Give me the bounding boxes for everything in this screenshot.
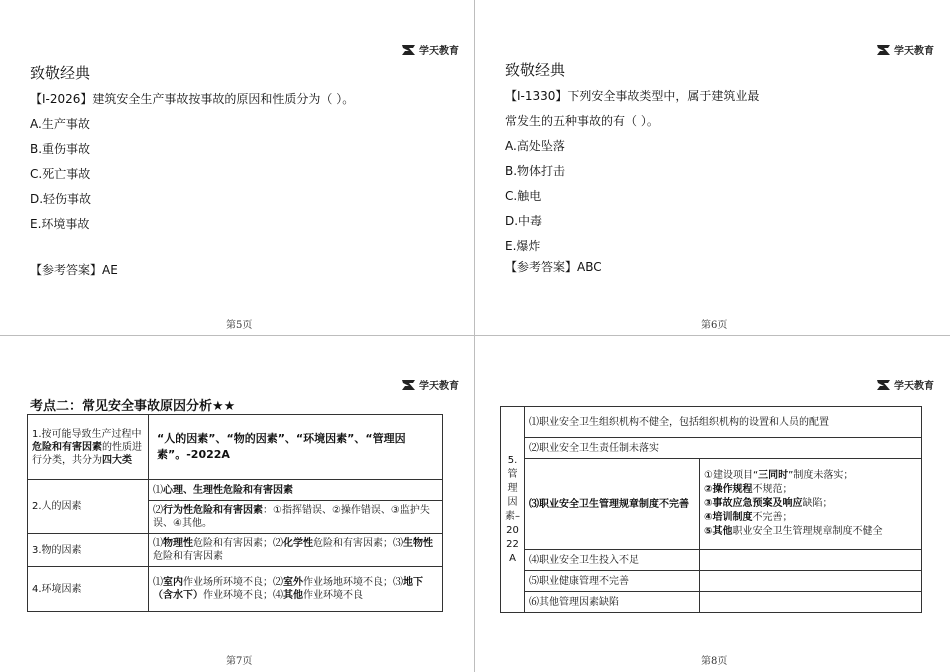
option-d: D.轻伤事故 (30, 192, 92, 206)
table-row (501, 407, 922, 438)
table-row (28, 480, 443, 501)
option-a: A.高处坠落 (505, 139, 565, 153)
row-content: ⑵职业安全卫生责任制未落实 (525, 438, 922, 459)
row-content: ⑹其他管理因素缺陷 (525, 592, 700, 613)
empty-cell (700, 550, 922, 571)
page-divider-horizontal (0, 335, 950, 336)
row-label: 2.人的因素 (28, 480, 149, 534)
option-e: E.环境事故 (30, 217, 90, 231)
brand-logo-icon (402, 380, 416, 390)
brand-name: 学天教育 (419, 46, 459, 57)
brand-logo-icon (402, 45, 416, 55)
row-content: ⑴室内作业场所环境不良；⑵室外作业场地环境不良；⑶地下（含水下）作业环境不良；⑷其他作业环境不良 (149, 567, 443, 612)
page-title: 致敬经典 (505, 61, 566, 79)
table-row (501, 438, 922, 459)
page-number: 第8页 (701, 656, 728, 667)
row-content: ⑴心理、生理性危险和有害因素 (149, 480, 443, 501)
row-label: 4.环境因素 (28, 567, 149, 612)
page-title: 致敬经典 (30, 64, 91, 82)
empty-cell (700, 571, 922, 592)
answer-text: 【参考答案】AE (30, 263, 118, 277)
accident-cause-table (27, 414, 443, 612)
brand-name: 学天教育 (894, 381, 934, 392)
option-a: A.生产事故 (30, 117, 90, 131)
section-heading: 考点二：常见安全事故原因分析★★ (30, 399, 236, 414)
brand-logo (877, 42, 934, 57)
brand-logo (402, 377, 459, 392)
option-c: C.死亡事故 (30, 167, 91, 181)
table-row (28, 534, 443, 567)
slide-page-6 (475, 0, 949, 335)
answer-text: 【参考答案】ABC (505, 260, 602, 274)
option-b: B.重伤事故 (30, 142, 91, 156)
page-divider-vertical (474, 0, 475, 672)
brand-logo-icon (877, 45, 891, 55)
brand-logo (402, 42, 459, 57)
question-text-line2: 常发生的五种事故的有（ ）。 (505, 114, 659, 128)
option-d: D.中毒 (505, 214, 543, 228)
brand-name: 学天教育 (894, 46, 934, 57)
slide-page-5 (0, 0, 474, 335)
brand-name: 学天教育 (419, 381, 459, 392)
question-text: 【Ⅰ-2026】建筑安全生产事故按事故的原因和性质分为（ ）。 (30, 92, 355, 106)
brand-logo-icon (877, 380, 891, 390)
option-b: B.物体打击 (505, 164, 566, 178)
table-row (28, 567, 443, 612)
empty-cell (700, 592, 922, 613)
row-content: ①建设项目“三同时”制度未落实； ②操作规程不规范； ③事故应急预案及响应缺陷； ④培训制度不完善； ⑤其他职业安全卫生管理规章制度不健全 (700, 459, 922, 550)
row-content: “人的因素”、“物的因素”、“环境因素”、“管理因素”。-2022A (149, 415, 443, 480)
row-label: ⑶职业安全卫生管理规章制度不完善 (525, 459, 700, 550)
row-label: 1.按可能导致生产过程中危险和有害因素的性质进行分类，共分为四大类 (28, 415, 149, 480)
row-content: ⑸职业健康管理不完善 (525, 571, 700, 592)
table-row (501, 550, 922, 571)
question-text-line1: 【Ⅰ-1330】下列安全事故类型中，属于建筑业最 (505, 89, 760, 103)
page-number: 第7页 (226, 656, 253, 667)
brand-logo (877, 377, 934, 392)
option-e: E.爆炸 (505, 239, 541, 253)
table-row (28, 415, 443, 480)
row-content: ⑷职业安全卫生投入不足 (525, 550, 700, 571)
row-label: 3.物的因素 (28, 534, 149, 567)
row-content: ⑴物理性危险和有害因素；⑵化学性危险和有害因素；⑶生物性危险和有害因素 (149, 534, 443, 567)
side-label: 5.管理因素–2022A (501, 407, 525, 613)
management-factor-table (500, 406, 922, 613)
row-content: ⑵行为性危险和有害因素：①指挥错误、②操作错误、③监护失误、④其他。 (149, 501, 443, 534)
table-row (501, 459, 922, 550)
table-row (501, 592, 922, 613)
page-number: 第6页 (701, 320, 728, 331)
table-row (501, 571, 922, 592)
option-c: C.触电 (505, 189, 542, 203)
page-number: 第5页 (226, 320, 253, 331)
row-content: ⑴职业安全卫生组织机构不健全，包括组织机构的设置和人员的配置 (525, 407, 922, 438)
